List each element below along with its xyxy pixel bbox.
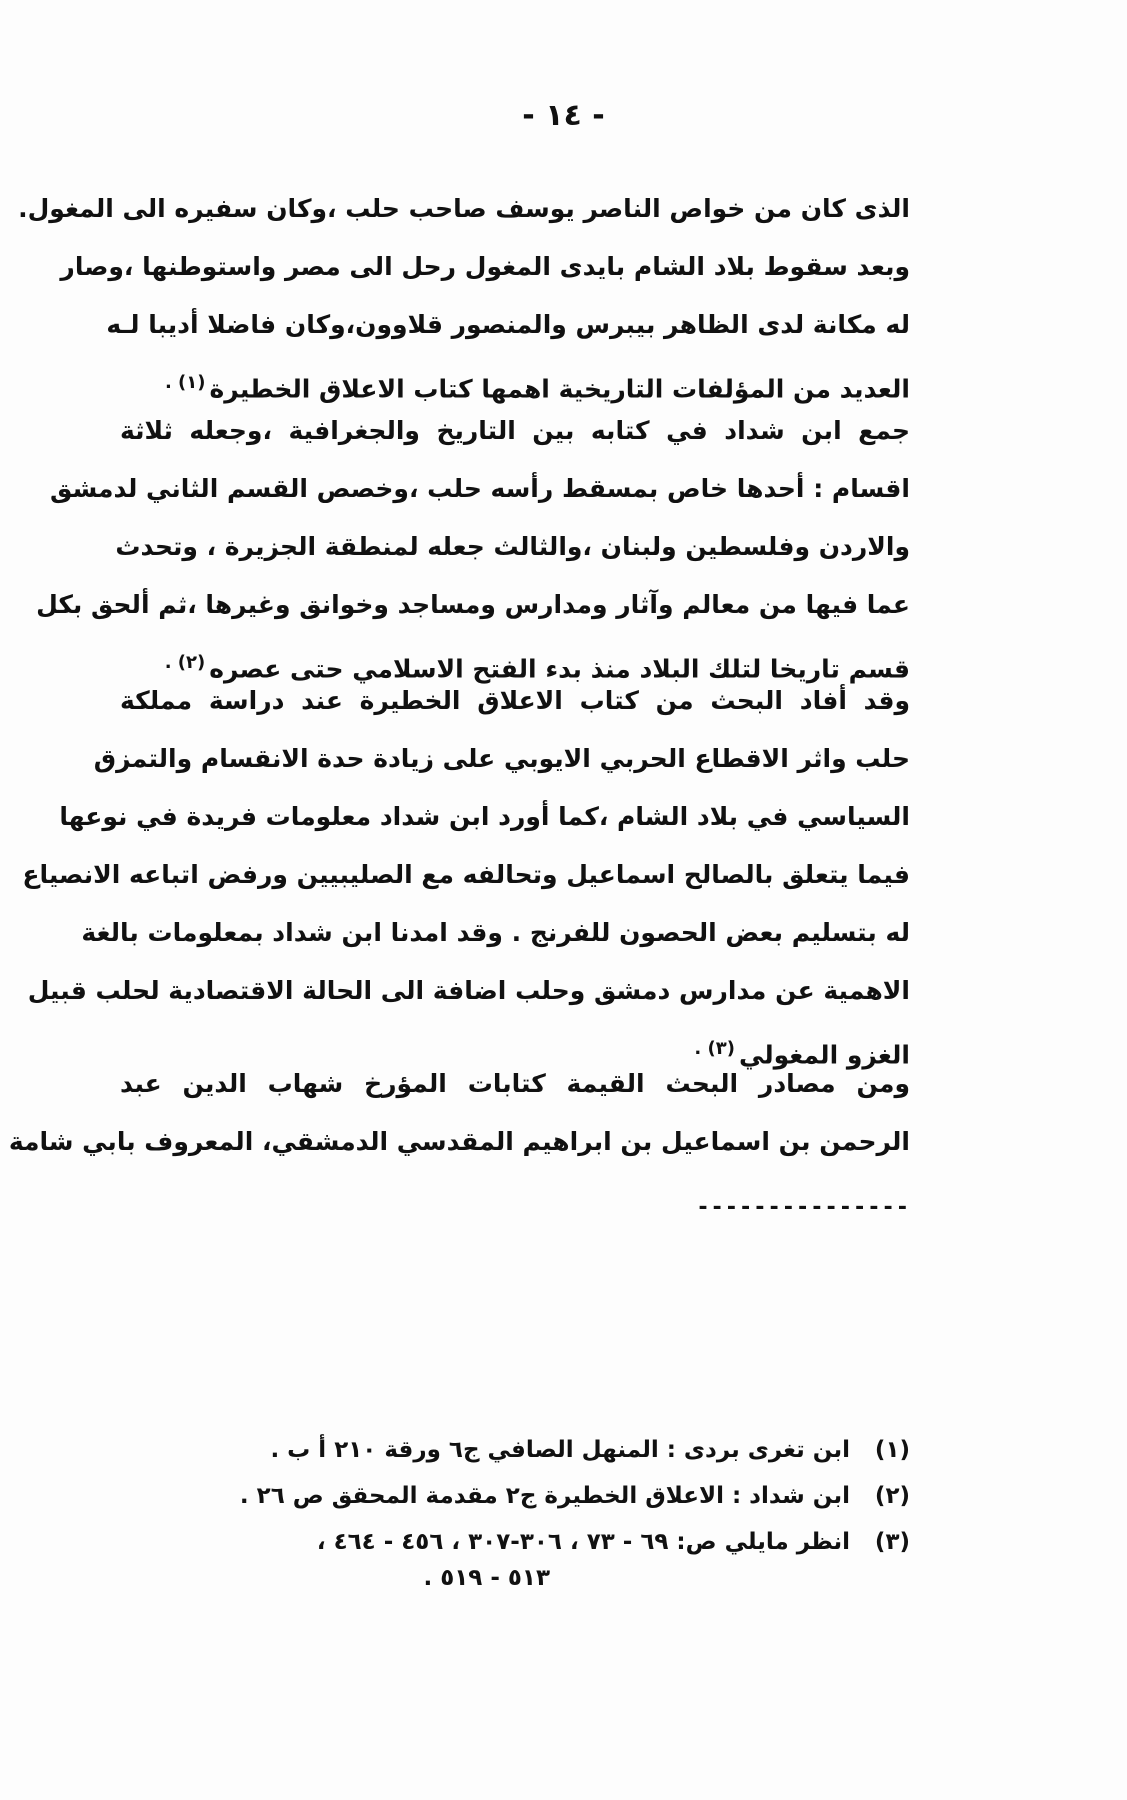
paragraph-1: [18, 180, 910, 412]
footnote-number: (٢): [874, 1483, 910, 1509]
text-line: الذى كان من خواص الناصر يوسف صاحب حلب ،وكان سفيره الى المغول.: [18, 194, 910, 223]
text-line: اقسام : أحدها خاص بمسقط رأسه حلب ،وخصص القسم الثاني لدمشق: [50, 474, 910, 503]
text-line: وبعد سقوط بلاد الشام بايدى المغول رحل الى مصر واستوطنها ،وصار: [60, 252, 910, 281]
footnote-reference: (١) .: [164, 372, 206, 393]
text-line: الاهمية عن مدارس دمشق وحلب اضافة الى الحالة الاقتصادية لحلب قبيل: [27, 976, 910, 1005]
footnote-number: (٣): [874, 1529, 910, 1555]
footnote-text: [130, 1524, 850, 1596]
footnote-text: ابن تغرى بردى : المنهل الصافي ج٦ ورقة ٢١٠ أ ب .: [270, 1437, 850, 1463]
page-number: - ١٤ -: [522, 98, 605, 133]
footnote-1: [130, 1432, 910, 1468]
footnote-reference: (٣) .: [694, 1038, 735, 1059]
text-line: وقد أفاد البحث من كتاب الاعلاق الخطيرة عند دراسة مملكة: [120, 686, 910, 715]
footnote-separator: ---------------: [696, 1195, 910, 1220]
footnote-3: [130, 1524, 910, 1596]
footnote-reference: (٢) .: [164, 652, 206, 673]
footnotes: [130, 1432, 910, 1606]
text-line: الرحمن بن اسماعيل بن ابراهيم المقدسي الدمشقي، المعروف بابي شامة: [8, 1127, 910, 1156]
text-line: ومن مصادر البحث القيمة كتابات المؤرخ شهاب الدين عبد: [120, 1069, 910, 1098]
text-line: والاردن وفلسطين ولبنان ،والثالث جعله لمنطقة الجزيرة ، وتحدث: [115, 532, 910, 561]
text-line: له بتسليم بعض الحصون للفرنج . وقد امدنا ابن شداد بمعلومات بالغة: [81, 918, 910, 947]
text-line-content: الغزو المغولي: [738, 1040, 910, 1070]
text-line: عما فيها من معالم وآثار ومدارس ومساجد وخوانق وغيرها ،ثم ألحق بكل: [36, 590, 910, 619]
paragraph-4: [8, 1055, 910, 1171]
footnote-text: ابن شداد : الاعلاق الخطيرة ج٢ مقدمة المحقق ص ٢٦ .: [239, 1483, 850, 1509]
text-line: السياسي في بلاد الشام ،كما أورد ابن شداد معلومات فريدة في نوعها: [59, 802, 910, 831]
text-line: حلب واثر الاقطاع الحربي الايوبي على زيادة حدة الانقسام والتمزق: [93, 744, 910, 773]
text-line-content: قسم تاريخا لتلك البلاد منذ بدء الفتح الاسلامي حتى عصره: [209, 654, 910, 684]
text-line: له مكانة لدى الظاهر بيبرس والمنصور قلاوون،وكان فاضلا أديبا لـه: [106, 310, 910, 339]
footnote-text-continuation: ٥١٣ - ٥١٩ .: [423, 1565, 550, 1591]
paragraph-2: [36, 402, 910, 692]
text-line: فيما يتعلق بالصالح اسماعيل وتحالفه مع الصليبيين ورفض اتباعه الانصياع: [22, 860, 910, 889]
text-line: جمع ابن شداد في كتابه بين التاريخ والجغرافية ،وجعله ثلاثة: [120, 416, 910, 445]
paragraph-3: [22, 672, 910, 1078]
text-line-content: العديد من المؤلفات التاريخية اهمها كتاب الاعلاق الخطيرة: [209, 374, 910, 404]
footnote-2: [130, 1478, 910, 1514]
footnote-text-line: انظر مايلي ص: ٦٩ - ٧٣ ، ٣٠٦-٣٠٧ ، ٤٥٦ - ٤٦٤ ،: [316, 1529, 850, 1555]
footnote-number: (١): [874, 1437, 910, 1463]
